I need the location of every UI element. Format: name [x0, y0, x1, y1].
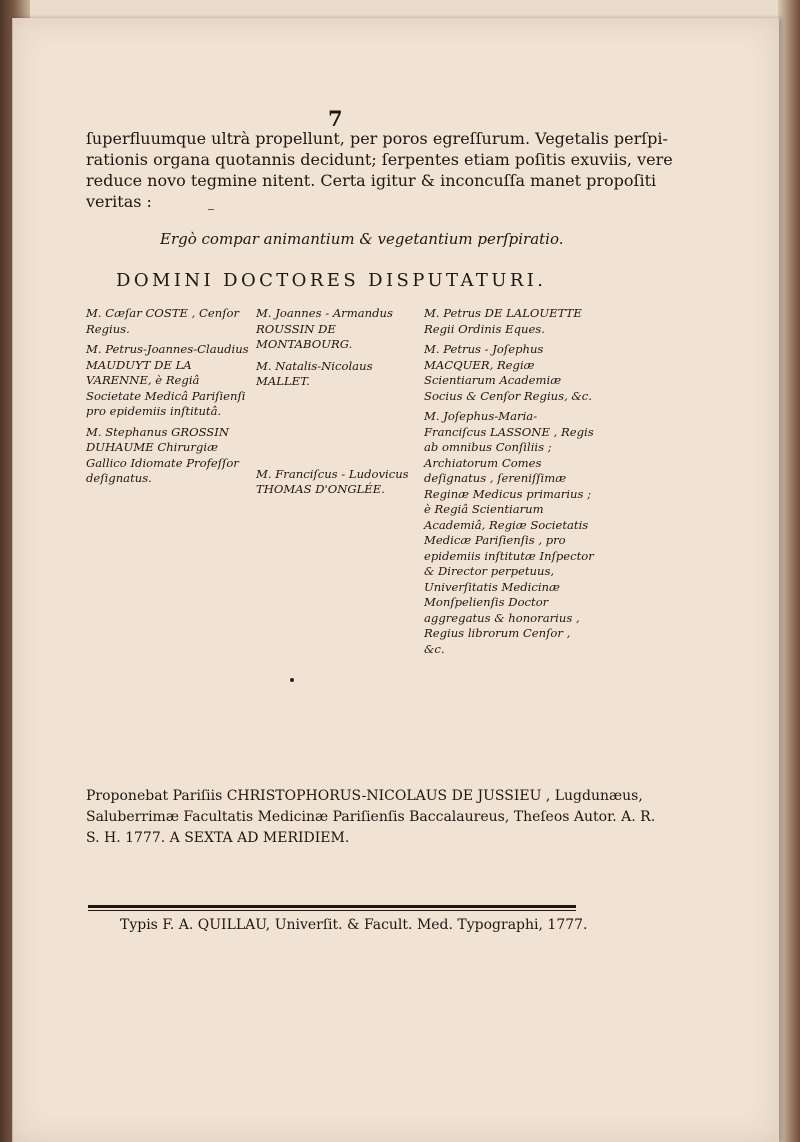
body-line: rationis organa quotannis decidunt; ſerpentes etiam poſitis exuviis, vere: [86, 150, 673, 169]
divider-rule: [88, 905, 576, 908]
page-number: 7: [328, 106, 343, 131]
doctor-entry: M. Cæſar COSTE , Cenſor Regius.: [86, 306, 240, 336]
doctor-entry: M. Petrus - Joſephus MACQUER, Regiæ Scientiarum Academiæ Socius & Cenſor Regius, &c.: [424, 342, 592, 403]
stray-mark: [208, 209, 214, 210]
column-spacer: [256, 395, 416, 467]
divider-rule-thin: [88, 910, 576, 911]
doctors-column-3: [424, 306, 594, 662]
body-line: ſuperfluumque ultrà propellunt, per poros egreſſurum. Vegetalis perſpi-: [86, 129, 668, 148]
doctor-entry: M. Natalis-Nicolaus MALLET.: [256, 358, 373, 388]
doctor-entry: M. Petrus-Joannes-Claudius MAUDUYT DE LA VARENNE, è Regiâ Societate Medicâ Pariſienſi pro epidemiis inſtitutâ.: [86, 342, 249, 418]
body-paragraph: [86, 128, 673, 212]
announcement-line: S. H. 1777. A SEXTA AD MERIDIEM.: [86, 830, 350, 846]
ink-speck: [290, 678, 294, 682]
section-heading: DOMINI DOCTORES DISPUTATURI.: [116, 270, 547, 291]
announcement-line: Proponebat Pariſiis CHRISTOPHORUS-NICOLAUS DE JUSSIEU , Lugdunæus,: [86, 788, 643, 804]
doctors-column-2: [256, 306, 416, 503]
doctors-column-1: [86, 306, 254, 492]
doctor-entry: M. Franciſcus - Ludovicus THOMAS D'ONGLÉE.: [256, 466, 409, 496]
page-right-edge: [778, 0, 800, 1142]
body-line: veritas :: [86, 192, 152, 211]
announcement-line: Saluberrimæ Facultatis Medicinæ Pariſienſis Baccalaureus, Theſeos Autor. A. R.: [86, 809, 656, 825]
printer-imprint: Typis F. A. QUILLAU, Univerſit. & Facult. Med. Typographi, 1777.: [120, 917, 588, 933]
doctor-entry: M. Stephanus GROSSIN DUHAUME Chirurgiæ Gallico Idiomate Profeſſor deſignatus.: [86, 424, 239, 485]
defense-announcement: [86, 786, 656, 849]
conclusion-line: Ergò compar animantium & vegetantium perſpiratio.: [160, 230, 564, 248]
doctor-entry: M. Joannes - Armandus ROUSSIN DE MONTABOURG.: [256, 306, 393, 351]
doctor-entry: M. Petrus DE LALOUETTE Regii Ordinis Eques.: [424, 306, 582, 336]
body-line: reduce novo tegmine nitent. Certa igitur & inconcuſſa manet propoſiti: [86, 171, 657, 190]
doctor-entry: M. Joſephus-Maria-Franciſcus LASSONE , Regis ab omnibus Conſiliis ; Archiatorum Comes deſignatus , ſereniſſimæ Reginæ Medicus primarius ; è Regiâ Scientiarum Academiâ, Regiæ Societatis Medicæ Pariſienſis , pro epidemiis inſtitutæ Inſpector & Director perpetuus, Univerſitatis Medicinæ Monſpelienſis Doctor aggregatus & honorarius , Regius librorum Cenſor , &c.: [424, 409, 594, 656]
